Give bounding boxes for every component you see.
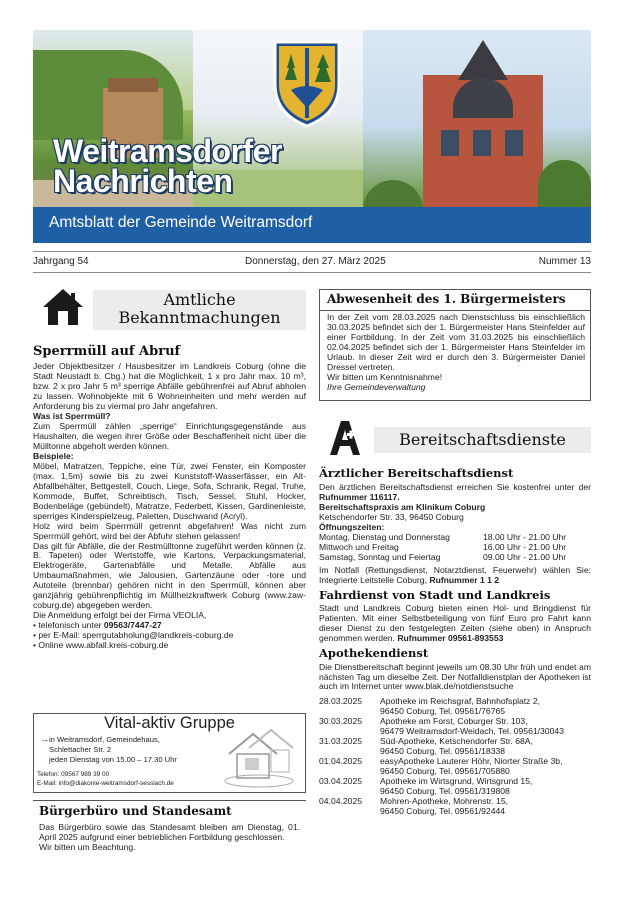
divider [33,272,591,273]
article-paragraph: Zum Sperrmüll zählen „sperrige“ Einrichtungsgegenstände aus Haushalten, die wegen ihrer Größe oder Beschaffenheit nicht über die Mülltonne abgeholt werden können. [33,420,306,451]
pharmacy-table [319,697,591,817]
section-title: Bereitschaftsdienste [399,430,566,449]
article-paragraph: Jeder Objektbesitzer / Hausbesitzer im Landkreis Coburg (ohne die Stadt Neustadt b. Cbg.) hat die Möglichkeit, 1 x pro Jahr max. 10 m³, bzw. 2 x pro Jahr 5 m³ sperrige Abfälle gebührenfrei auf Abruf abholen zu lassen. Wohnobjekte mit 6 Wohneinheiten und mehr werden auf Anforderung bis zu viermal pro Jahr angefahren. [33,361,306,411]
buergerbuero-article [39,805,300,853]
vital-details: in Weitramsdorf, Gemeindehaus, Schlettacher Str. 2 jeden Dienstag von 15.00 – 17.30 Uhr [49,735,177,764]
article-heading: Sperrmüll auf Abruf [33,344,181,359]
vital-contact: Telefon: 09567 989 39 00 E-Mail: info@diakonie-weitramsdorf-sesslach.de [37,771,174,787]
article-paragraph: Die Dienstbereitschaft beginnt jeweils um 08.30 Uhr früh und endet am nächsten Tag um dieselbe Zeit. Der Notfalldienstplan der Apotheken ist auch im Internet unter www.blak.de/notdienstsuche [319,661,591,692]
section-title-line2: Bekanntmachungen [118,308,281,327]
section-header-amtliche [33,284,306,332]
contact-email: • per E-Mail: sperrgutabholung@landkreis-coburg.de [33,630,234,641]
article-paragraph: Das gilt für Abfälle, die der Restmülltonne zugeführt werden können (z. B. Tapeten) oder Wertstoffe, wie Kartons, Verpackungsmaterial, Elektrogeräte, Gartenabfälle und Metalle. Abfälle aus Umbaumaßnahmen, wie Jalousien, Gartenzäune oder -tore und Autoteile (brennbar) gehören nicht in den Sperrmüll, können aber ganzjährig gebührenpflichtig im Müllheizkraftwerk Coburg (www.zaw-coburg.de) abgegeben werden. [33,540,306,611]
article-paragraph: Wir bitten um Beachtung. [39,841,136,852]
article-paragraph: Das Bürgerbüro sowie das Standesamt bleiben am Dienstag, 01. April 2025 aufgrund einer betrieblichen Fortbildung geschlossen. [39,821,300,842]
issue-date: Donnerstag, den 27. März 2025 [245,256,386,267]
article-paragraph: Die Anmeldung erfolgt bei der Firma VEOLIA, [33,610,207,621]
table-row: 30.03.2025 Apotheke am Forst, Coburger Str. 103, 96479 Weitramsdorf-Weidach, Tel. 09561/30043 [319,716,564,737]
article-paragraph: Wir bitten um Kenntnisnahme! [327,371,443,382]
article-signature: Ihre Gemeindeverwaltung [327,381,426,392]
article-subheading: Öffnungszeiten: [319,522,385,533]
table-row: Mittwoch und Freitag 16.00 Uhr - 21.00 Uhr [319,542,567,553]
table-row: Montag, Dienstag und Donnerstag 18.00 Uhr - 21.00 Uhr [319,532,567,543]
article-subheading: Beispiele: [33,450,74,461]
bereitschaft-content: Ärztlicher Bereitschaftsdienst Den ärztlichen Bereitschaftsdienst erreichen Sie kostenfrei unter der Rufnummer 116117. Bereitschaftspraxis am Klinikum Coburg Ketschendorfer Str. 33, 96450 Coburg Öffnungszeiten: Montag, Dienstag und Donnerstag 18.00 Uhr - 21.00 Uhr Mittwoch und Freitag 16.00 Uhr - 21.00 Uhr Samstag, Sonntag und Feiertag 09.00 Uhr - 21.00 Uhr Im Notfall (Rettungsdienst, Notarztdienst, Feuerwehr) wählen Sie: Integrierte Leitstelle Coburg, Rufnummer 1 1 2 Fahrdienst von Stadt und Landkreis Stadt und Landkreis Coburg bieten einen Hol- und Bringdienst für Patienten. Mit einer Selbstbeteiligung von fünf Euro pro Fahrt kann dieser Dienst zu den festgelegten Zeiten (siehe oben) in Anspruch genommen werden. Rufnummer 09561-893553 Apothekendienst Die Dienstbereitschaft beginnt jeweils um 08.30 Uhr früh und endet am nächsten Tag um dieselbe Zeit. Der Notfalldienstplan der Apotheken ist auch im Internet unter www.blak.de/notdienstsuche 28.03.2025 Apotheke im Reichsgraf, Bahnhofsplatz 2, 96450 Coburg, Tel. 09561/76765 30.03.2025 Apotheke am Forst, Coburger Str. 103, 96479 Weitramsdorf-Weidach, Tel. 09561/30043 31.03.2025 Süd-Apotheke, Ketschendorfer Str. 68A, 96450 Coburg, Tel. 09561/18338 01.04.2025 easyApotheke Lauterer Höhr, Niorter Straße 3b, 96450 Coburg, Tel. 09561/705880 03.04.2025 Apotheke im Wirtsgrund, Wirtsgrund 15, 96450 Coburg, Tel. 09561/319808 04.04.2025 Mohren-Apotheke, Mohrenstr. 15, 96450 Coburg, Tel. 09561/92444 [319,466,591,817]
house-icon [41,287,85,327]
article-heading: Ärztlicher Bereitschaftsdienst [319,466,514,480]
divider [33,800,306,801]
table-row: 31.03.2025 Süd-Apotheke, Ketschendorfer Str. 68A, 96450 Coburg, Tel. 09561/18338 [319,736,533,757]
table-row: 28.03.2025 Apotheke im Reichsgraf, Bahnhofsplatz 2, 96450 Coburg, Tel. 09561/76765 [319,696,541,717]
masthead-title-line2: Nachrichten [53,163,233,199]
table-row: 03.04.2025 Apotheke im Wirtsgrund, Wirtsgrund 15, 96450 Coburg, Tel. 09561/319808 [319,776,533,797]
article-paragraph: Ketschendorfer Str. 33, 96450 Coburg [319,512,464,523]
article-paragraph: Möbel, Matratzen, Teppiche, eine Tür, zwei Fenster, ein Komposter (max. 1,5m) sowie bis zu zwei Kunststoff-Wasserfässer, ein Alt-Abfallbehälter, Bettgestell, Couch, Liege, Sofa, Schrank, Regal, Truhe, Kommode, Buffet, Schreibtisch, Tisch, Sessel, Stuhl, Hocker, Bodenbeläge (gebündelt), Matratze, Federbett, Kissen, Gardinenleiste, sperriges Kinderspielzeug, Paletten, Duschwand (Acryl). [33,460,306,521]
abwesenheit-box [319,289,591,401]
article-subheading: Bereitschaftspraxis am Klinikum Coburg [319,502,486,513]
issue-volume: Jahrgang 54 [33,256,89,267]
article-heading: Abwesenheit des 1. Bürgermeisters [327,292,566,306]
arrow-icon: → [40,734,49,744]
diakonie-logo-icon [219,724,299,790]
article-subheading: Was ist Sperrmüll? [33,410,111,421]
masthead-title-line1: Weitramsdorfer [53,133,282,169]
coat-of-arms-icon [271,38,343,130]
table-row: 04.04.2025 Mohren-Apotheke, Mohrenstr. 15, 96450 Coburg, Tel. 09561/92444 [319,796,509,817]
divider [33,251,591,252]
abwesenheit-text [327,313,585,393]
masthead [33,30,591,243]
contact-website: • Online www.abfall.kreis-coburg.de [33,640,169,651]
pharmacy-a-icon [327,419,363,457]
phone-number: 09563/7447-27 [103,620,162,631]
sperrmuell-article [33,344,306,651]
issue-number: Nummer 13 [538,256,591,267]
article-heading: Bürgerbüro und Standesamt [39,804,232,818]
contact-phone: • telefonisch unter 09563/7447-27 [33,620,162,631]
article-heading: Fahrdienst von Stadt und Landkreis [319,588,551,603]
masthead-subtitle: Amtsblatt der Gemeinde Weitramsdorf [49,214,313,231]
vital-title: Vital-aktiv Gruppe [104,714,235,732]
hours-table [319,533,591,563]
article-paragraph: In der Zeit vom 28.03.2025 nach Dienstschluss bis einschließlich 30.03.2025 befindet sich der 1. Bürgermeister Hans Steinfelder auf einer Fortbildung. In der Zeit vom 31.03.2025 bis einschließlich 02.04.2025 befindet sich der 1. Bürgermeister Hans Steinfelder im Urlaub. In dieser Zeit wird er durch den 3. Bürgermeister Daniel Dressel vertreten. [327,312,585,372]
table-row: Samstag, Sonntag und Feiertag 09.00 Uhr - 21.00 Uhr [319,552,567,563]
section-title-line1: Amtliche [163,290,236,309]
vital-aktiv-box [33,713,306,793]
masthead-title [53,133,282,199]
article-heading: Apothekendienst [319,646,429,661]
section-header-bereitschaft [319,419,591,457]
table-row: 01.04.2025 easyApotheke Lauterer Höhr, Niorter Straße 3b, 96450 Coburg, Tel. 09561/705880 [319,756,563,777]
article-paragraph: Holz wird beim Sperrmüll getrennt abgefahren! Was nicht zum Sperrmüll gehört, wird bei der Abfuhr stehen gelassen! [33,520,306,541]
